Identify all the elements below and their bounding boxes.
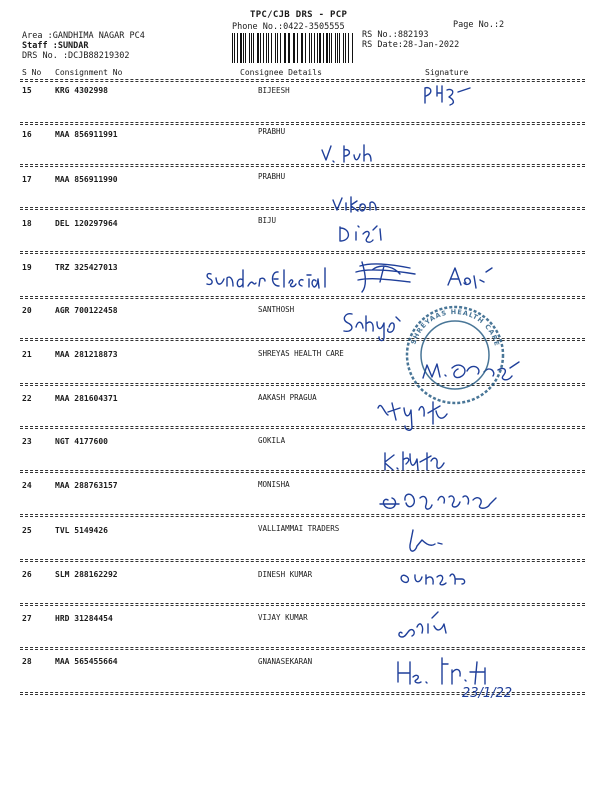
row-divider xyxy=(20,124,585,125)
row-sno: 26 xyxy=(22,570,32,579)
signature-18b xyxy=(340,226,381,242)
row-consignment: MAA 288763157 xyxy=(55,481,118,490)
row-divider xyxy=(20,472,585,473)
row-sno: 16 xyxy=(22,130,32,139)
row-sno: 22 xyxy=(22,394,32,403)
signature-23 xyxy=(385,452,444,470)
barcode-bar xyxy=(345,33,347,63)
row-divider xyxy=(20,209,585,210)
col-consignment: Consignment No xyxy=(55,68,123,77)
row-sno: 20 xyxy=(22,306,32,315)
row-consignee: GOKILA xyxy=(258,436,286,445)
row-consignment: TRZ 325427013 xyxy=(55,263,118,272)
barcode-bar xyxy=(260,33,261,63)
barcode-bar xyxy=(331,33,332,63)
row-consignment: MAA 281218873 xyxy=(55,350,118,359)
row-divider xyxy=(20,164,585,165)
barcode-bar xyxy=(335,33,336,63)
barcode-bar xyxy=(288,33,290,63)
signature-16 xyxy=(322,145,371,162)
barcode-bar xyxy=(293,33,294,63)
row-divider xyxy=(20,385,585,386)
signature-27 xyxy=(399,612,446,637)
company-stamp xyxy=(407,307,503,403)
row-divider xyxy=(20,647,585,648)
barcode-bar xyxy=(294,33,295,63)
signature-25 xyxy=(410,530,442,551)
row-divider xyxy=(20,603,585,604)
barcode-bar xyxy=(271,33,273,63)
header-divider xyxy=(20,79,585,80)
row-consignment: KRG 4302998 xyxy=(55,86,108,95)
document-title: TPC/CJB DRS - PCP xyxy=(250,10,348,20)
page-number: Page No.:2 xyxy=(453,20,505,30)
col-sno: S No xyxy=(22,68,42,77)
row-consignment: AGR 700122458 xyxy=(55,306,118,315)
barcode-bar xyxy=(251,33,252,63)
stamp-text: SHREYAAS HEALTH CARE xyxy=(409,307,502,348)
row-divider xyxy=(20,694,585,695)
row-consignment: MAA 856911991 xyxy=(55,130,118,139)
area-line: Area :GANDHIMA NAGAR PC4 xyxy=(22,31,145,41)
barcode-bar xyxy=(253,33,254,63)
barcode-bar xyxy=(309,33,311,63)
barcode-bar xyxy=(245,33,246,63)
row-divider xyxy=(20,253,585,254)
row-consignment: MAA 856911990 xyxy=(55,175,118,184)
rs-date: RS Date:28-Jan-2022 xyxy=(362,40,460,50)
row-sno: 17 xyxy=(22,175,32,184)
row-divider xyxy=(20,338,585,339)
row-sno: 19 xyxy=(22,263,32,272)
row-divider xyxy=(20,428,585,429)
row-consignee: GNANASEKARAN xyxy=(258,657,313,666)
phone-number: Phone No.:0422-3505555 xyxy=(232,22,345,32)
barcode-bar xyxy=(249,33,250,63)
row-consignee: MONISHA xyxy=(258,480,290,489)
col-consignee: Consignee Details xyxy=(240,68,322,77)
barcode-bar xyxy=(323,33,324,63)
barcode-bar xyxy=(243,33,244,63)
barcode xyxy=(232,33,354,63)
barcode-bar xyxy=(305,33,306,63)
row-divider xyxy=(20,692,585,693)
row-sno: 18 xyxy=(22,219,32,228)
barcode-bar xyxy=(257,33,259,63)
row-consignee: PRABHU xyxy=(258,127,286,136)
signature-26 xyxy=(401,574,465,585)
signature-21 xyxy=(423,362,519,380)
row-consignment: DEL 120297964 xyxy=(55,219,118,228)
signature-20 xyxy=(344,314,400,341)
barcode-bar xyxy=(232,33,233,63)
barcode-bar xyxy=(263,33,264,63)
row-consignment: MAA 281604371 xyxy=(55,394,118,403)
row-divider xyxy=(20,516,585,517)
row-divider xyxy=(20,166,585,167)
row-consignee: VALLIAMMAI TRADERS xyxy=(258,524,340,533)
barcode-bar xyxy=(317,33,318,63)
barcode-bar xyxy=(297,33,298,63)
row-consignee: VIJAY KUMAR xyxy=(258,613,308,622)
barcode-bar xyxy=(314,33,315,63)
rs-block xyxy=(362,30,459,50)
handwritten-date: 23/1/22 xyxy=(462,686,513,701)
signature-19-scribble xyxy=(356,262,415,292)
barcode-bar xyxy=(237,33,238,63)
rs-number: RS No.:882193 xyxy=(362,30,429,40)
row-divider xyxy=(20,559,585,560)
row-sno: 21 xyxy=(22,350,32,359)
row-divider xyxy=(20,298,585,299)
row-divider xyxy=(20,426,585,427)
row-divider xyxy=(20,296,585,297)
row-consignment: SLM 288162292 xyxy=(55,570,118,579)
row-consignee: DINESH KUMAR xyxy=(258,570,313,579)
staff-line: Staff :SUNDAR xyxy=(22,41,89,51)
barcode-bar xyxy=(301,33,302,63)
barcode-bar xyxy=(326,33,328,63)
row-divider xyxy=(20,340,585,341)
row-consignment: NGT 4177600 xyxy=(55,437,108,446)
barcode-bar xyxy=(234,33,235,63)
row-consignee: BIJU xyxy=(258,216,277,225)
barcode-bar xyxy=(339,33,340,63)
barcode-bar xyxy=(275,33,276,63)
barcode-bar xyxy=(343,33,344,63)
barcode-bar xyxy=(268,33,269,63)
row-divider xyxy=(20,470,585,471)
barcode-bar xyxy=(337,33,338,63)
row-sno: 27 xyxy=(22,614,32,623)
barcode-bar xyxy=(329,33,330,63)
barcode-bar xyxy=(280,33,281,63)
row-divider xyxy=(20,383,585,384)
barcode-bar xyxy=(285,33,286,63)
signature-28 xyxy=(398,658,485,684)
row-consignment: MAA 565455664 xyxy=(55,657,118,666)
col-signature: Signature xyxy=(425,68,469,77)
row-sno: 28 xyxy=(22,657,32,666)
row-sno: 15 xyxy=(22,86,32,95)
row-divider xyxy=(20,649,585,650)
barcode-bar xyxy=(240,33,242,63)
row-divider xyxy=(20,251,585,252)
row-sno: 23 xyxy=(22,437,32,446)
barcode-bar xyxy=(277,33,278,63)
header-divider-2 xyxy=(20,81,585,82)
row-divider xyxy=(20,207,585,208)
row-divider xyxy=(20,605,585,606)
row-consignee: PRABHU xyxy=(258,172,286,181)
row-consignee: BIJEESH xyxy=(258,86,290,95)
row-divider xyxy=(20,561,585,562)
barcode-bar xyxy=(284,33,285,63)
row-consignment: TVL 5149426 xyxy=(55,526,108,535)
signature-19-text xyxy=(207,268,325,288)
row-consignment: HRD 31284454 xyxy=(55,614,113,623)
row-consignee: AAKASH PRAGUA xyxy=(258,393,317,402)
barcode-bar xyxy=(352,33,353,63)
signature-24 xyxy=(380,494,496,509)
signature-15 xyxy=(425,86,470,105)
row-sno: 25 xyxy=(22,526,32,535)
barcode-bar xyxy=(266,33,267,63)
barcode-bar xyxy=(319,33,320,63)
row-sno: 24 xyxy=(22,481,32,490)
area-block xyxy=(22,31,145,61)
signature-19-right xyxy=(448,268,492,288)
row-divider xyxy=(20,514,585,515)
row-consignee: SANTHOSH xyxy=(258,305,295,314)
drs-number: DRS No. :DCJB88219302 xyxy=(22,51,130,61)
row-consignee: SHREYAS HEALTH CARE xyxy=(258,349,344,358)
row-divider xyxy=(20,122,585,123)
barcode-bar xyxy=(311,33,312,63)
barcode-bar xyxy=(348,33,349,63)
barcode-bar xyxy=(302,33,303,63)
